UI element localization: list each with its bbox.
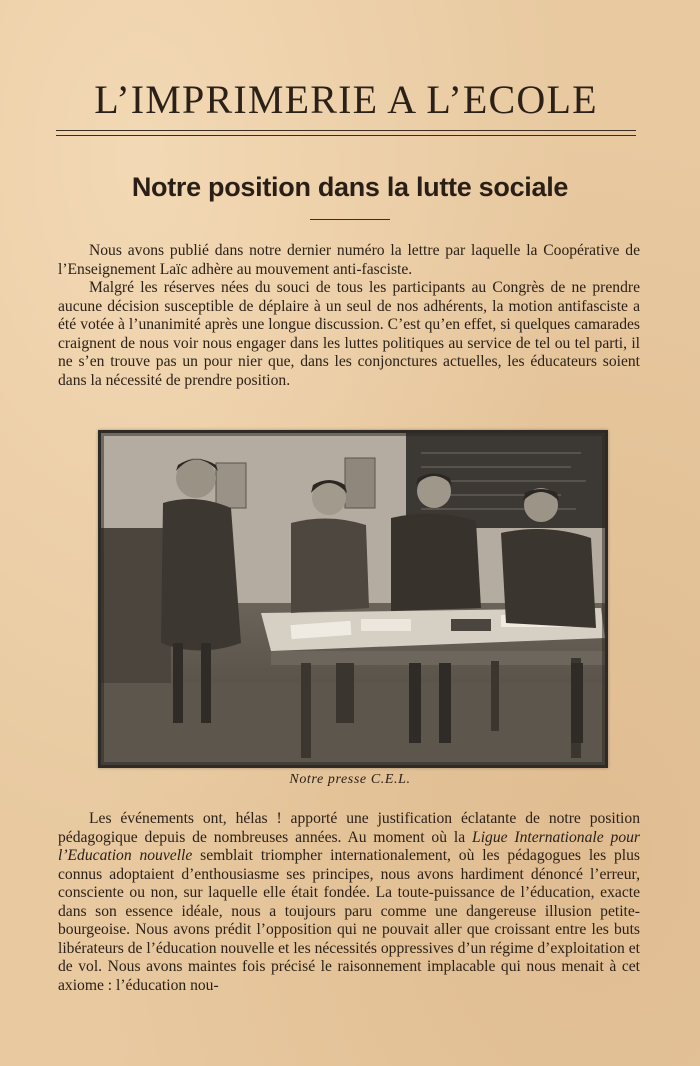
article-title: Notre position dans la lutte sociale [131, 172, 569, 202]
masthead-double-rule [56, 130, 636, 136]
title-underline [310, 219, 390, 220]
photo-illustration [101, 433, 605, 765]
paragraph-1: Nous avons publié dans notre dernier numéro la lettre par laquelle la Coopérative de l’Enseignement Laïc adhère au mouvement anti-fasciste. [58, 242, 640, 278]
paragraph-3-text-a: Les événements ont, hélas ! apporté une justification éclatante de notre position pédagogique depuis de nombreuses années. Au moment où la [58, 810, 640, 846]
paragraph-3 [58, 810, 640, 995]
paragraph-3-italic: Ligue Internationale pour l’Education nouvelle [58, 828, 640, 864]
paragraph-2: Malgré les réserves nées du souci de tous les participants au Congrès de ne prendre aucune décision susceptible de déplaire à un seul de nos adhérents, la motion antifasciste a été votée à l’unanimité après une longue discussion. C’est qu’en effet, si quelques camarades craignent de nous voir nous engager dans les luttes politiques au service de tel ou tel parti, il ne s’en trouve pas un pour nier que, dans les conjonctures actuelles, les éducateurs soient dans la nécessité de prendre position. [58, 279, 640, 389]
masthead-title: L’IMPRIMERIE A L’ECOLE [94, 77, 598, 122]
classroom-photo [98, 430, 608, 768]
photo-caption: Notre presse C.E.L. [289, 772, 411, 787]
paragraph-3-text-b: semblait triompher internationalement, où les pédagogues les plus connus adoptaient d’enthousiasme ses principes, nous avons hardiment dénoncé l’erreur, consciente ou non, sur laquelle elle était fondée. La toute-puissance de l’éducation, exacte dans son essence idéale, nous a toujours paru comme une dangereuse illusion petite-bourgeoise. Nous avons prédit l’opposition qui ne pouvait aller que croissant entre les buts libérateurs de l’éducation nouvelle et les nécessités oppressives d’un régime d’exploitation et de vol. Nous avons maintes fois précisé le raisonnement implacable qui nous menait à cet axiome : l’éducation nou- [58, 847, 641, 994]
